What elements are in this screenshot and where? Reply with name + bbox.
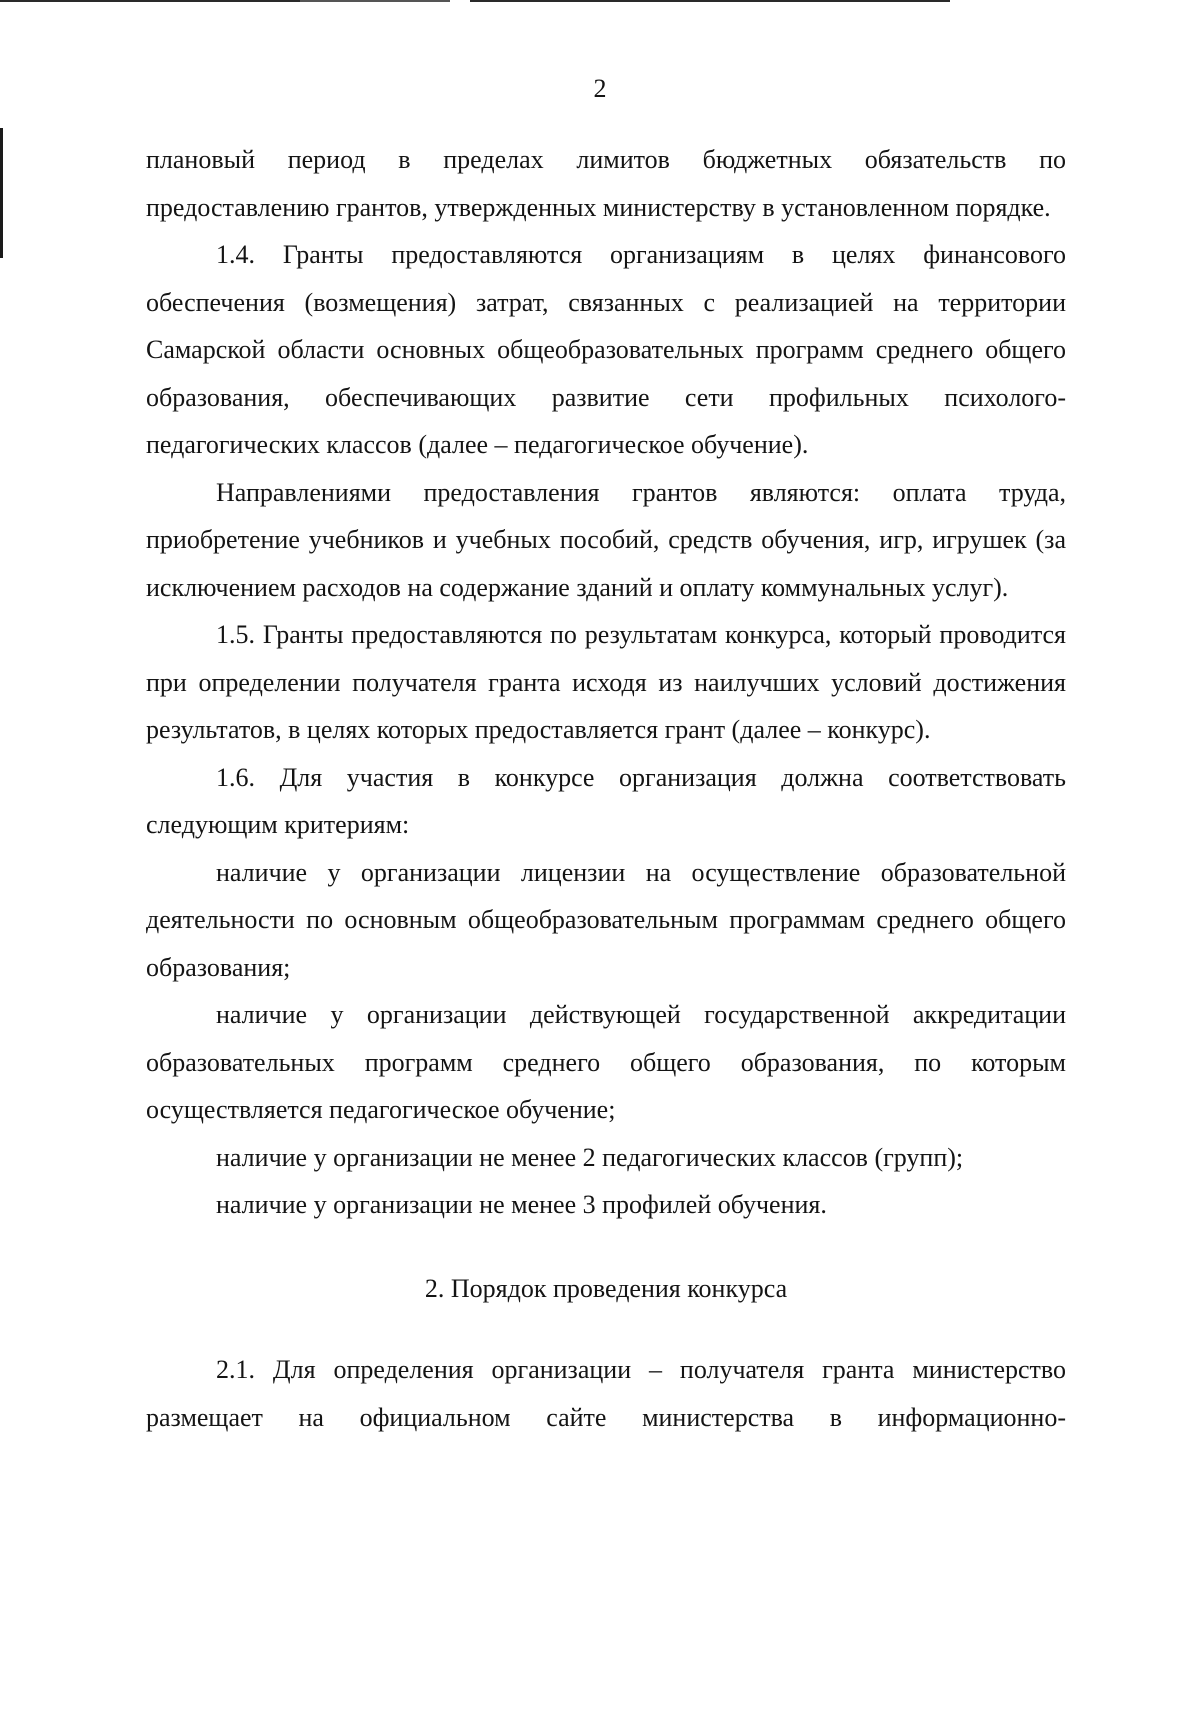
criterion-profiles: наличие у организации не менее 3 профилей обучения. xyxy=(216,1190,827,1219)
criterion-accreditation: наличие у организации действующей государственной аккредитации образовательных программ среднего общего образования, по которым осуществляется педагогическое обучение; xyxy=(146,1000,1066,1124)
scan-edge-segment xyxy=(300,0,450,2)
document-body xyxy=(146,136,1066,1441)
scan-edge-segment xyxy=(0,0,300,2)
scan-left-edge xyxy=(0,128,3,258)
paragraph-1-6: 1.6. Для участия в конкурсе организация должна соответствовать следующим критериям: xyxy=(146,762,1066,839)
scan-top-edge xyxy=(0,0,1200,3)
paragraph-1-4: 1.4. Гранты предоставляются организациям в целях финансового обеспечения (возмещения) затрат, связанных с реализацией на территории Самарской области основных общеобразовательных программ среднего общего образования, обеспечивающих развитие сети профильных психолого-педагогических классов (далее – педагогическое обучение). xyxy=(146,240,1066,459)
paragraph-continuation: плановый период в пределах лимитов бюджетных обязательств по предоставлению грантов, утвержденных министерству в установленном порядке. xyxy=(146,145,1066,222)
paragraph-grant-directions: Направлениями предоставления грантов являются: оплата труда, приобретение учебников и учебных пособий, средств обучения, игр, игрушек (за исключением расходов на содержание зданий и оплату коммунальных услуг). xyxy=(146,477,1066,602)
page-number: 2 xyxy=(593,74,607,103)
section-heading: 2. Порядок проведения конкурса xyxy=(424,1273,788,1303)
scan-edge-segment xyxy=(470,0,950,2)
paragraph-2-1: 2.1. Для определения организации – получателя гранта министерство размещает на официальном сайте министерства в информационно- xyxy=(146,1355,1066,1432)
criterion-classes: наличие у организации не менее 2 педагогических классов (групп); xyxy=(216,1142,964,1172)
criterion-license: наличие у организации лицензии на осуществление образовательной деятельности по основным общеобразовательным программам среднего общего образования; xyxy=(146,857,1066,982)
paragraph-1-5: 1.5. Гранты предоставляются по результатам конкурса, который проводится при определении получателя гранта исходя из наилучших условий достижения результатов, в целях которых предоставляется грант (далее – конкурс). xyxy=(146,620,1066,744)
